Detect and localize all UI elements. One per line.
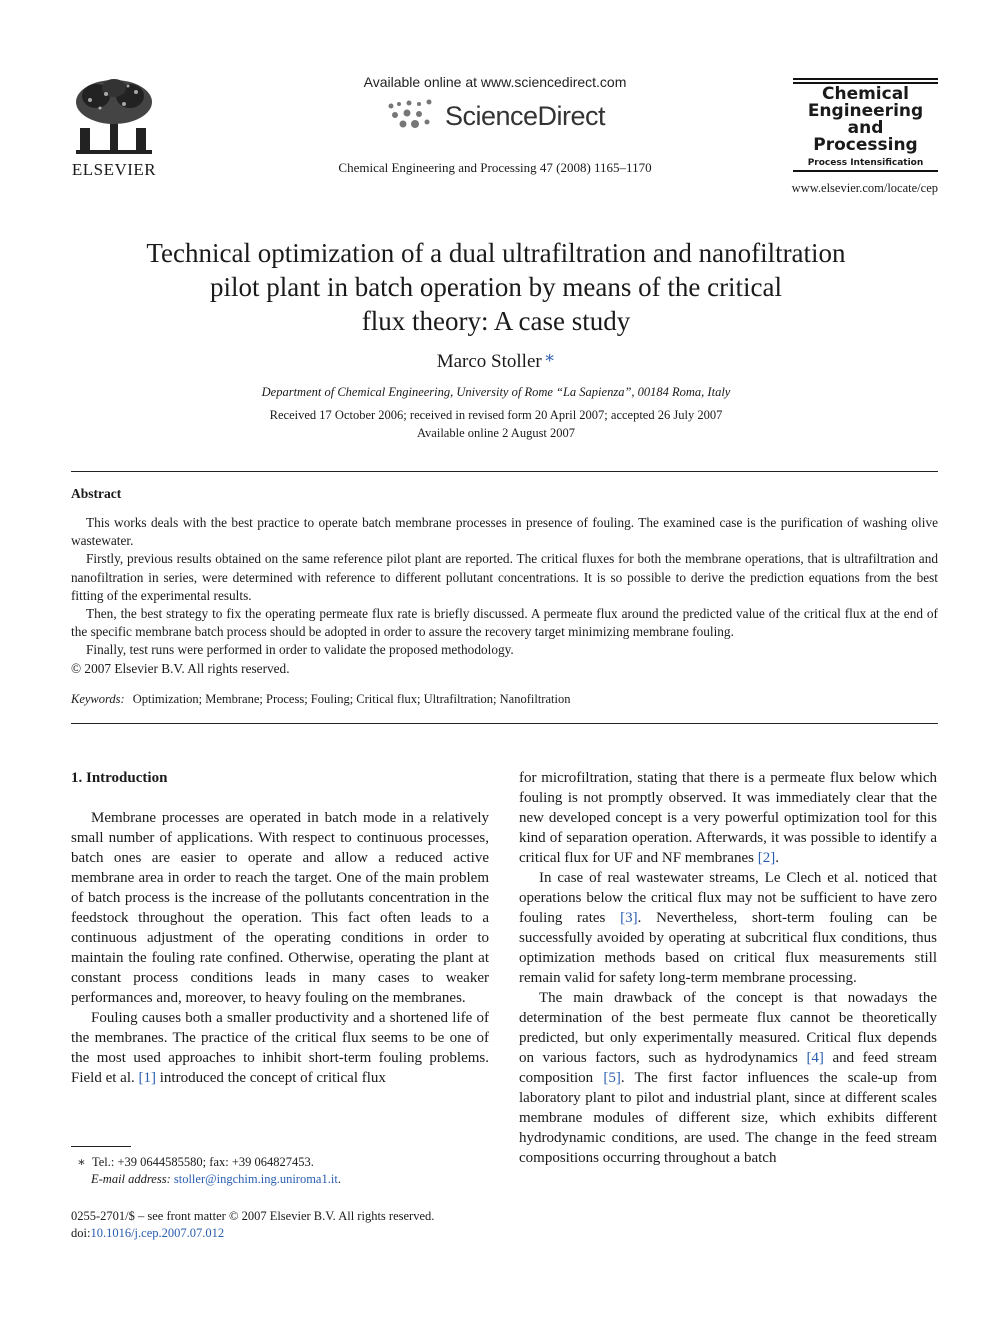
body-paragraph — [519, 869, 937, 989]
title-line: Technical optimization of a dual ultrafiltration and nanofiltration — [146, 238, 846, 268]
email-label: E-mail address: — [91, 1172, 171, 1186]
issn-line: 0255-2701/$ – see front matter © 2007 Elsevier B.V. All rights reserved. — [71, 1209, 435, 1223]
left-column — [71, 769, 489, 1089]
abstract-paragraph: Finally, test runs were performed in order to validate the proposed methodology. — [86, 642, 514, 658]
keywords — [71, 692, 938, 707]
body-paragraph — [519, 769, 937, 869]
footnote-contact — [71, 1154, 489, 1171]
abstract-paragraph: This works deals with the best practice to operate batch membrane processes in presence of fouling. The examined case is the purification of washing olive wastewater. — [71, 515, 938, 549]
title-line: flux theory: A case study — [361, 306, 631, 336]
sciencedirect-dots-icon — [385, 98, 439, 134]
elsevier-logo — [66, 76, 162, 182]
abstract-bottom-rule — [71, 723, 938, 724]
doi-link[interactable]: 10.1016/j.cep.2007.07.012 — [90, 1226, 225, 1240]
author-line — [60, 348, 932, 373]
doi-line — [71, 1225, 489, 1242]
journal-reference: Chemical Engineering and Processing 47 (2008) 1165–1170 — [338, 160, 652, 175]
elsevier-wordmark: ELSEVIER — [71, 160, 157, 179]
email-link[interactable]: stoller@ingchim.ing.uniroma1.it — [173, 1172, 338, 1186]
author-footnote — [71, 1154, 489, 1188]
keywords-list: Optimization; Membrane; Process; Fouling; Critical flux; Ultrafiltration; Nanofiltration — [132, 692, 571, 706]
citation-link[interactable]: [4] — [806, 1049, 824, 1066]
author-name: Marco Stoller — [436, 351, 542, 372]
body-paragraph — [71, 1009, 489, 1089]
journal-logo — [793, 78, 938, 173]
journal-url[interactable]: www.elsevier.com/locate/cep — [791, 181, 938, 195]
abstract-paragraph: Firstly, previous results obtained on the same reference pilot plant are reported. The critical fluxes for both the membrane operations, that is ultrafiltration and nanofiltration in series, were determined with reference to different pollutant concentrations. It is so possible to derive the prediction equations from the best fitting of the experimental results. — [71, 551, 938, 603]
citation-link[interactable]: [1] — [138, 1069, 156, 1086]
received-dates: Received 17 October 2006; received in revised form 20 April 2007; accepted 26 July 2007 — [269, 408, 723, 422]
abstract-top-rule — [71, 471, 938, 472]
citation-link[interactable]: [3] — [620, 909, 638, 926]
front-matter — [71, 1208, 489, 1242]
journal-logo-title: Chemical Engineering and Processing — [807, 84, 924, 155]
sciencedirect-logo[interactable] — [290, 96, 700, 136]
paper-title — [60, 236, 932, 338]
journal-logo-subtitle: Process Intensification — [807, 158, 924, 168]
paragraph-text: and feed stream composition — [519, 1049, 938, 1086]
available-date: Available online 2 August 2007 — [416, 426, 576, 440]
title-line: pilot plant in batch operation by means of the critical — [209, 272, 783, 302]
elsevier-tree-icon — [66, 76, 162, 158]
body-paragraph — [519, 989, 937, 1169]
body-paragraph: Membrane processes are operated in batch mode in a relatively small number of applications. With respect to continuous processes, batch ones are easier to operate and allow a reduced active membrane area in order to reach the target. One of the main problem of batch process is the increase of the pollutants concentration in the feedstock throughout the operation. This fact often leads to a continuous adjustment of the operating conditions in order to maintain the fouling rate confined. Otherwise, operating the plant at constant process conditions leads in many cases to weaker performances and, moreover, to heavy fouling on the membranes. — [71, 809, 489, 1006]
paragraph-text: Fouling causes both a smaller productivity and a shortened life of the membranes. The practice of the critical flux seems to be one of the most used approaches to inhibit short-term fouling problems. Field et al. — [71, 1009, 489, 1086]
footnote-email-line — [71, 1171, 489, 1188]
keywords-label: Keywords: — [71, 692, 125, 706]
citation-link[interactable]: [2] — [757, 849, 776, 866]
copyright: © 2007 Elsevier B.V. All rights reserved. — [71, 660, 290, 676]
paragraph-text: In case of real wastewater streams, Le Clech et al. noticed that operations below the critical flux may not be sufficient to have zero fouling rates — [519, 869, 937, 926]
sciencedirect-wordmark: ScienceDirect — [444, 100, 606, 131]
center-header — [290, 74, 700, 176]
paragraph-text: . Nevertheless, short-term fouling can be successfully avoided by operating at subcritical flux conditions, thus optimization methods based on critical flux measurements still remain valid for safety long-term membrane processing. — [519, 909, 937, 986]
journal-logo-rule-bottom — [793, 170, 938, 172]
paragraph-text: . The first factor influences the scale-up from laboratory plant to pilot and industrial plant, since at different scales membrane modules of different size, which exhibits different hydrodynamic conditions, are used. The change in the feed stream compositions occurring throughout a batch — [519, 1069, 937, 1166]
affiliation: Department of Chemical Engineering, University of Rome “La Sapienza”, 00184 Roma, Italy — [261, 385, 731, 399]
paragraph-text: introduced the concept of critical flux — [159, 1069, 386, 1086]
abstract-body — [71, 514, 938, 678]
article-dates — [60, 406, 932, 442]
right-column — [519, 769, 937, 1169]
paragraph-text: The main drawback of the concept is that nowadays the determination of the best permeate flux cannot be theoretically predicted, but only experimentally measured. Critical flux depends on various factors, such as hydrodynamics — [519, 989, 937, 1066]
journal-logo-rule-top — [793, 78, 938, 80]
corresponding-author-mark[interactable]: ∗ — [543, 348, 556, 367]
footnote-tel: Tel.: +39 0644585580; fax: +39 064827453. — [92, 1155, 314, 1169]
footnote-mark: ∗ — [77, 1155, 86, 1169]
paragraph-text: for microfiltration, stating that there is a permeate flux below which fouling is not promptly observed. It was immediately clear that the new developed concept is a very powerful optimization tool for this kind of separation operation. Afterwards, it was possible to identify a critical flux for UF and NF membranes — [519, 770, 937, 866]
abstract-heading: Abstract — [71, 486, 122, 501]
footnote-rule — [71, 1146, 131, 1147]
abstract-paragraph: Then, the best strategy to fix the operating permeate flux rate is briefly discussed. A permeate flux around the predicted value of the critical flux at the end of the specific membrane batch process should be adopted in order to assure the recovery target minimizing membrane fouling. — [71, 606, 938, 640]
section-heading: 1. Introduction — [71, 770, 168, 786]
citation-link[interactable]: [5] — [603, 1069, 621, 1086]
email-period: . — [337, 1172, 341, 1186]
doi-label: doi: — [71, 1226, 91, 1240]
available-online-text: Available online at www.sciencedirect.com — [363, 74, 627, 90]
paragraph-text: . — [775, 849, 779, 866]
